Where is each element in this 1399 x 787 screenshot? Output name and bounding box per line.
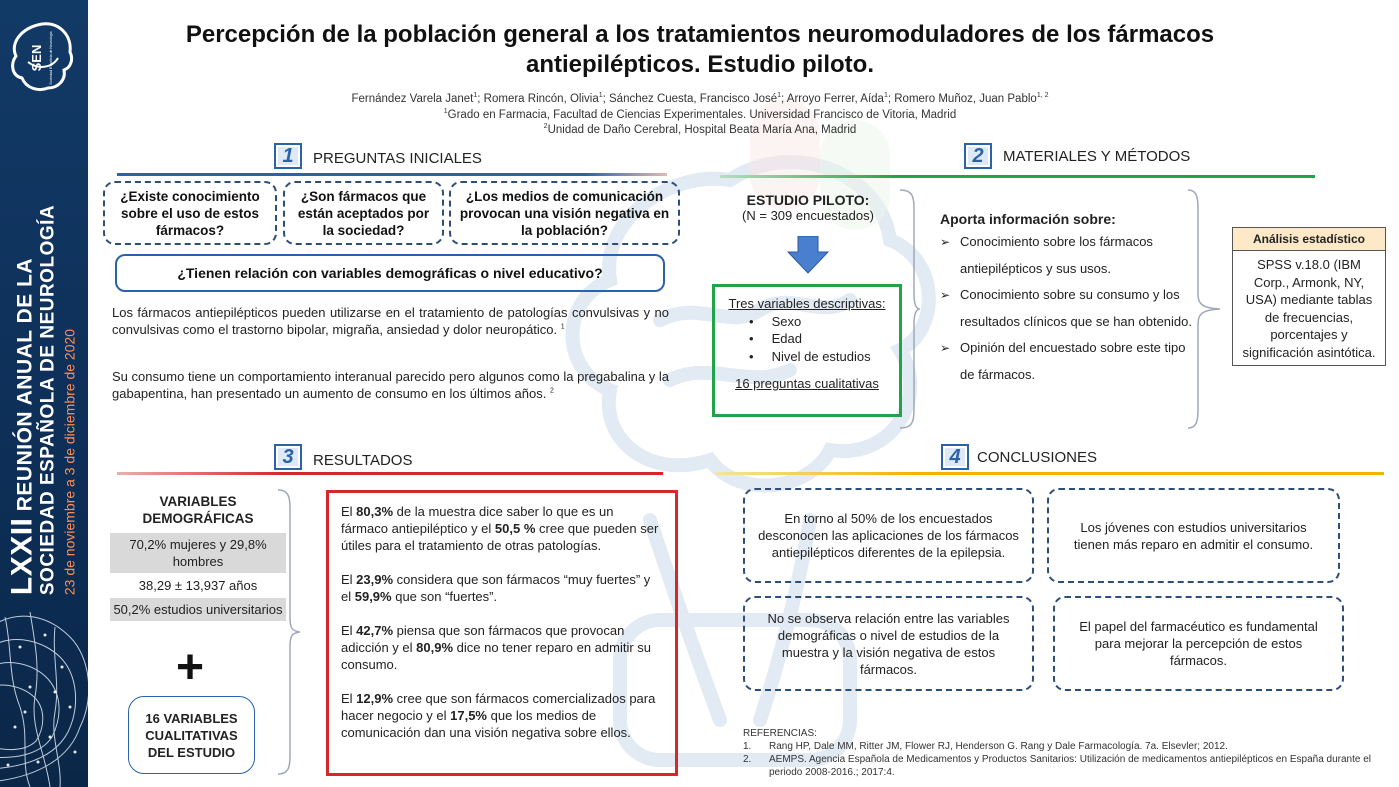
result-text: El xyxy=(341,691,357,706)
reference-number: 2. xyxy=(743,754,752,765)
question-box-4 xyxy=(115,254,665,292)
demo-edu: 50,2% estudios universitarios xyxy=(110,598,286,621)
stats-box xyxy=(1232,227,1386,366)
author-sup: 1 xyxy=(598,92,603,100)
author-sup: 1 xyxy=(473,92,478,100)
question-1: ¿Existe conocimiento sobre el uso de estos fármacos? xyxy=(120,188,260,238)
author-name: Arroyo Ferrer, Aída xyxy=(786,93,884,105)
references xyxy=(743,727,1388,779)
demographics-block xyxy=(110,493,286,621)
congress-banner xyxy=(0,0,88,787)
result-text: El xyxy=(341,504,357,519)
banner-line1: REUNIÓN ANUAL DE LA xyxy=(13,257,37,512)
brace-left xyxy=(898,188,920,430)
author-name: Romero Muñoz, Juan Pablo xyxy=(894,93,1037,105)
qual-questions: 16 preguntas cualitativas xyxy=(735,376,879,391)
result-text: El xyxy=(341,623,357,638)
result-text: piensa que son fármacos que provocan adicción y el xyxy=(341,623,625,655)
question-2: ¿Son fármacos que están aceptados por la sociedad? xyxy=(297,188,430,238)
variables-box xyxy=(712,284,902,417)
result-value: 42,7% xyxy=(356,623,394,638)
section3-number: 3 xyxy=(274,444,302,470)
brace-right xyxy=(1186,188,1222,430)
author-list: Fernández Varela Janet$^1$; Romera Rincón, Olivia$^1$; Sánchez Cuesta, Francisco José$^1$; Arroyo Ferrer, Aída$^1$; Romero Muñoz, Juan Pablo$^{1, 2}$ xyxy=(351,92,1049,105)
reference-item xyxy=(743,753,1388,779)
result-text: que los medios de comunicación dan una visión negativa sobre ellos. xyxy=(341,708,631,740)
title-line1: Percepción de la población general a los tratamientos neuromoduladores de los fármacos xyxy=(185,21,1215,48)
info-list xyxy=(940,229,1195,388)
question-box-3 xyxy=(449,181,680,245)
info-item: ➢ Opinión del encuestado sobre este tipo de fármacos. xyxy=(940,335,1195,388)
reference-item xyxy=(743,740,1388,753)
section1-title: PREGUNTAS INICIALES xyxy=(313,150,482,167)
reference-number: 1. xyxy=(743,741,752,752)
brain-illustration xyxy=(0,587,88,787)
result-value: 80,3% xyxy=(356,504,394,519)
result-4 xyxy=(341,690,663,741)
desc-list xyxy=(719,313,895,366)
authors-block xyxy=(200,92,1200,139)
intro-paragraph-1 xyxy=(112,304,669,338)
result-value: 80,9% xyxy=(416,640,454,655)
reference-text: AEMPS. Agencia Española de Medicamentos y Productos Sanitarios: Utilización de medicamentos antiepilépticos en España durante el periodo 2008-2016.; 2017:4. xyxy=(769,754,1372,778)
affiliation-1: $^1$Grado en Farmacia, Facultad de Ciencias Experimentales. Universidad Francisco de Vitoria, Madrid xyxy=(443,107,957,121)
qual-variables-box: 16 VARIABLES CUALITATIVAS DEL ESTUDIO xyxy=(128,696,255,774)
result-text: cree que pueden ser útiles para el tratamiento de otras patologías. xyxy=(341,521,659,553)
question-4: ¿Tienen relación con variables demográficas o nivel educativo? xyxy=(177,264,603,281)
poster-title xyxy=(120,20,1280,80)
section3-rule xyxy=(117,472,663,475)
stats-body: SPSS v.18.0 (IBM Corp., Armonk, NY, USA) mediante tablas de frecuencias, porcentajes y significación asintótica. xyxy=(1242,257,1376,360)
author-name: Sánchez Cuesta, Francisco José xyxy=(609,93,778,105)
section1-number: 1 xyxy=(274,143,302,169)
section4-rule xyxy=(716,472,1384,475)
affiliation-2-text: Unidad de Daño Cerebral, Hospital Beata María Ana, Madrid xyxy=(547,124,857,136)
result-text: El xyxy=(341,572,357,587)
desc-item: • Sexo xyxy=(749,313,802,329)
desc-item-text: Edad xyxy=(771,331,802,346)
author-name: Romera Rincón, Olivia xyxy=(483,93,599,105)
references-title: REFERENCIAS: xyxy=(743,728,817,739)
section2-number: 2 xyxy=(964,143,992,169)
info-item: ➢ Conocimiento sobre los fármacos antiepilépticos y sus usos. xyxy=(940,229,1195,282)
conclusion-box-2: Los jóvenes con estudios universitarios tienen más reparo en admitir el consumo. xyxy=(1047,488,1340,583)
study-title: ESTUDIO PILOTO: xyxy=(746,192,870,208)
demo-title: VARIABLES DEMOGRÁFICAS xyxy=(142,494,254,526)
edition: LXXII xyxy=(5,517,39,596)
sen-logo xyxy=(8,18,76,96)
desc-item: • Edad xyxy=(749,331,802,346)
info-title: Aporta información sobre: xyxy=(940,211,1116,227)
banner-dates: 23 de noviembre a 3 de diciembre de 2020 xyxy=(61,328,78,596)
intro-paragraph-2 xyxy=(112,368,669,402)
result-value: 23,9% xyxy=(356,572,394,587)
info-block xyxy=(940,211,1195,388)
section2-title: MATERIALES Y MÉTODOS xyxy=(1003,148,1191,165)
author-sup: 1 xyxy=(777,92,782,100)
result-text: de la muestra dice saber lo que es un fármaco antiepiléptico y el xyxy=(341,504,614,536)
demo-sex: 70,2% mujeres y 29,8% hombres xyxy=(110,533,286,573)
ref-mark-2: 2 xyxy=(549,387,554,395)
desc-title: Tres variables descriptivas: xyxy=(728,296,886,311)
desc-item-text: Nivel de estudios xyxy=(771,348,871,364)
result-value: 50,5 % xyxy=(494,521,536,536)
result-value: 17,5% xyxy=(450,708,487,723)
desc-item-text: Sexo xyxy=(771,313,802,329)
question-box-2 xyxy=(283,181,444,245)
conclusion-box-3: No se observa relación entre las variables demográficas o nivel de estudios de la muestra y la visión negativa de estos fármacos. xyxy=(743,596,1034,691)
result-3 xyxy=(341,622,663,673)
section4-number: 4 xyxy=(941,444,969,470)
intro-text-1: Los fármacos antiepilépticos pueden utilizarse en el tratamiento de patologías convulsivas y no convulsivas como el trastorno bipolar, migraña, ansiedad y dolor neuropático. xyxy=(112,305,669,337)
affiliation-1-text: Grado en Farmacia, Facultad de Ciencias Experimentales. Universidad Francisco de Vitoria, Madrid xyxy=(447,108,957,121)
intro-text-2: Su consumo tiene un comportamiento interanual parecido pero algunos como la pregabalina y la gabapentina, han presentado un aumento de consumo en los últimos años. xyxy=(112,369,669,401)
affiliation-2: $^2$Unidad de Daño Cerebral, Hospital Beata María Ana, Madrid xyxy=(543,123,857,136)
info-item: ➢ Conocimiento sobre su consumo y los resultados clínicos que se han obtenido. xyxy=(940,282,1195,335)
results-box xyxy=(326,490,678,776)
result-value: 59,9% xyxy=(354,589,392,604)
section1-rule xyxy=(117,173,667,176)
result-text: cree que son fármacos comercializados para hacer negocio y el xyxy=(341,691,656,723)
title-line2: antiepilépticos. Estudio piloto. xyxy=(525,51,874,78)
brace-results xyxy=(276,488,302,776)
section2-rule xyxy=(720,175,1315,178)
question-3: ¿Los medios de comunicación provocan una visión negativa en la población? xyxy=(459,188,670,238)
stats-title: Análisis estadístico xyxy=(1233,228,1385,251)
logo-text: SEN xyxy=(29,44,44,72)
section3-title: RESULTADOS xyxy=(313,452,413,469)
study-header xyxy=(708,192,908,223)
result-text: que son “fuertes”. xyxy=(391,589,498,604)
author-sup: 1, 2 xyxy=(1036,92,1049,100)
result-1 xyxy=(341,503,663,554)
result-2 xyxy=(341,571,663,605)
reference-text: Rang HP, Dale MM, Ritter JM, Flower RJ, Henderson G. Rang y Dale Farmacología. 7a. Elsevler; 2012. xyxy=(769,741,1228,752)
plus-icon: + xyxy=(175,641,205,694)
result-text: dice no tener reparo en admitir su consumo. xyxy=(341,640,652,672)
banner-line2: SOCIEDAD ESPAÑOLA DE NEUROLOGÍA xyxy=(37,204,59,596)
arrow-down-icon xyxy=(787,236,829,274)
result-value: 12,9% xyxy=(356,691,394,706)
question-box-1 xyxy=(103,181,277,245)
section4-title: CONCLUSIONES xyxy=(977,449,1098,466)
conclusion-box-4: El papel del farmacéutico es fundamental para mejorar la percepción de estos fármacos. xyxy=(1053,596,1344,691)
desc-item: • Nivel de estudios xyxy=(749,348,871,364)
ref-mark-1: 1 xyxy=(560,323,565,331)
conclusion-box-1: En torno al 50% de los encuestados desconocen las aplicaciones de los fármacos antiepilépticos diferentes de la epilepsia. xyxy=(743,488,1034,583)
result-text: considera que son fármacos “muy fuertes” y el xyxy=(341,572,651,604)
banner-text xyxy=(5,204,78,596)
study-n: (N = 309 encuestados) xyxy=(742,208,874,223)
demo-age: 38,29 ± 13,937 años xyxy=(138,578,258,593)
author-sup: 1 xyxy=(883,92,888,100)
author-name: Fernández Varela Janet xyxy=(351,93,474,105)
logo-subtext: Sociedad Española de Neurología xyxy=(49,31,53,85)
